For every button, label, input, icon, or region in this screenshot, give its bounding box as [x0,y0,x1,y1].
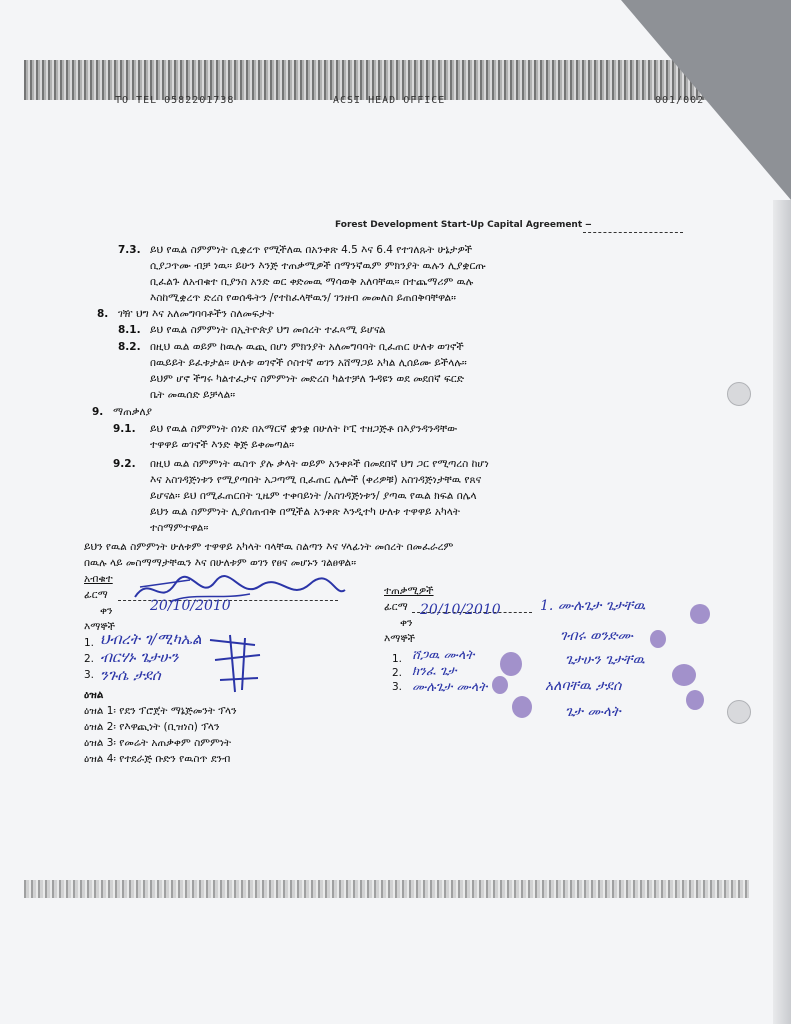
thumbprint-stamp [672,664,696,686]
clause-number: 7.3. [118,244,141,256]
right-witness-signature: ክንፈ ጌታ [412,664,457,679]
thumbprint-stamp [492,676,508,694]
right-witness-signature: ሸጋዉ ሙላት [412,648,475,663]
clause-line: ይሆናል። ይህ በሚፈጠርበት ጊዜም ተቀባይነት /አስገዳጅነቱን/ ያጣዉ የዉል ክፍል በሌላ [150,490,477,502]
left-witness-number: 3. [84,669,95,681]
thumbprint-stamp [650,630,666,648]
clause-line: ይህም ሆኖ ችግሩ ካልተፈታና ስምምነት መድረስ ካልተቻለ ጉዳዩን ወደ መደበኛ ፍርድ [150,373,464,385]
left-witness-mark-scribble [200,630,270,700]
clause-number: 9.2. [113,458,136,470]
right-witness-label: እማኞች [384,633,416,645]
left-handwritten-date: 20/10/2010 [150,598,231,614]
punch-hole-top [727,382,751,406]
annex-heading: ዕዝል [84,689,104,701]
clause-number: 8.2. [118,341,141,353]
right-member-signature: ጌታ ሙላት [565,704,621,720]
clause-line: ይህን ዉል ስምምነት ሊያሰጠብቅ በሚችል አንቀጽ እንዲተካ ሁለቱ ተዋዋይ አካላት [150,506,460,518]
right-handwritten-date: 20/10/2010 [420,602,501,618]
clause-number: 9.1. [113,423,136,435]
page-edge-shadow [773,200,791,1024]
clause-line: ይህ የዉል ስምምነት ሲቋረጥ የሚችለዉ በአንቀጽ 4.5 እና 6.4 የተገለጹት ሁኔታዎች [150,244,473,256]
thumbprint-stamp [512,696,532,718]
right-witness-signature: ሙሉጌታ ሙላት [412,680,488,695]
folded-corner [621,0,791,200]
clause-line: በዚህ ዉል ወይም ከዉሉ ዉጪ በሆነ ምክንያት አለመግባባት ቢፈጠር ሁለቱ ወገኖች [150,341,464,353]
right-date-label: ቀን [400,617,413,629]
clause-line: እስከሚቋረጥ ድረስ የወሰዱትን /የተከፈላቸዉን/ ገንዘብ መመለስ ይጠበቅባቸዋል። [150,292,457,304]
left-party-title: አብቁተ [84,573,113,585]
clause-line: ይህ የዉል ስምምነት ሰነድ በአማርኛ ቋንቋ በሁለት ኮፒ ተዘጋጅቶ በእያንዳንዳቸው [150,423,458,435]
section-heading: ማጠቃለያ [113,406,153,418]
annex-item: ዕዝል 1፡ የደን ፕሮጀት ማኔጅመንት ፕላን [84,705,237,717]
left-witness-signature: ህብረት ገ/ሚካኤል [100,630,202,648]
right-party-title: ተጠቃሚዎች [384,585,434,597]
section-number: 9. [92,406,104,418]
right-witness-number: 3. [392,681,403,693]
fax-to-tel: TO TEL 0582201738 [115,95,235,106]
closing-line: በዉሉ ላይ መስማማታቸዉን እና በሁለቱም ወገን የፀና መሆኑን ገልፀዋል። [84,557,357,569]
closing-line: ይህን የዉል ስምምነት ሁለቱም ተዋዋይ አካላት ባላቸዉ ስልጣን እና ሃላፊነት መሰረት በመፈራረም [84,541,454,553]
title-underline [583,232,683,233]
punch-hole-bottom [727,700,751,724]
fax-office: ACSI HEAD OFFICE [333,95,446,106]
left-signature-label: ፊርማ [84,589,108,601]
clause-line: ይህ የዉል ስምምነት በኢትዮጵያ ህግ መሰረት ተፈጻሚ ይሆናል [150,324,386,336]
section-number: 8. [97,308,109,320]
clause-number: 8.1. [118,324,141,336]
right-member-signature: አለባቸዉ ታደሰ [545,678,622,694]
left-witness-signature: ብርሃኑ ጌታሁን [100,648,179,666]
clause-line: ቤት መዉሰድ ይቻላል። [150,389,236,401]
document-title: Forest Development Start-Up Capital Agreement ‒ [335,220,592,230]
clause-line: እና አስገዳጅነቱን የሚያጣበት አጋጣሚ ቢፈጠር ሌሎች (ቀሪዎቹ) አስገዳጅነታቸዉ የጸና [150,474,482,486]
clause-line: በዉይይት ይፈቱታል። ሁለቱ ወገኖች ሶስተኛ ወገን አሸማጋይ አካል ሊሰይሙ ይችላሉ። [150,357,467,369]
annex-item: ዕዝል 2፡ የእዋጪነት (ቢዝነስ) ፕላን [84,721,220,733]
thumbprint-stamp [690,604,710,624]
left-witness-number: 2. [84,653,95,665]
right-member-signature: 1. ሙሉጌታ ጌታቸዉ [540,598,646,614]
left-witness-number: 1. [84,637,95,649]
thumbprint-stamp [500,652,522,676]
fax-page-number: 001/002 [655,95,705,106]
clause-line: በዚህ ዉል ስምምነት ዉስጥ ያሉ ቃላት ወይም አንቀጾች በመደበኛ ህግ ጋር የሚጣረስ ከሆነ [150,458,489,470]
right-witness-number: 2. [392,667,403,679]
thumbprint-stamp [686,690,704,710]
left-witness-label: እማኞች [84,621,116,633]
right-signature-label: ፊርማ [384,601,408,613]
clause-line: ተስማምተዋል። [150,522,209,534]
clause-line: ሲያጋጥሙ ብቻ ነዉ። ይሁን እንጅ ተጠቃሚዎች በማንኛዉም ምክንያት ዉሉን ሊያቋርጡ [150,260,486,272]
clause-line: ቢፈልጉ ለአብቁተ ቢያንስ አንድ ወር ቀድመዉ ማሳወቅ አለባቸዉ። በተጨማሪም ዉሉ [150,276,474,288]
left-date-label: ቀን [100,605,113,617]
annex-item: ዕዝል 4፡ የተደራጅ ቡድን የዉስጥ ደንብ [84,753,231,765]
left-witness-signature: ንጉሴ ታደሰ [100,666,161,684]
right-member-signature: ገብሩ ወንድሙ [560,628,633,644]
section-heading: ገዥ ህግ እና አለመግባባቶችን ስለመፍታት [118,308,274,320]
right-member-signature: ጌታሁን ጌታቸዉ [565,652,645,668]
right-witness-number: 1. [392,653,403,665]
clause-line: ተዋዋይ ወገኖች እንድ ቅጅ ይቀመጣል። [150,439,295,451]
annex-item: ዕዝል 3፡ የመሬት አጠቃቀም ስምምነት [84,737,232,749]
fax-noise-band-bottom [24,880,749,898]
